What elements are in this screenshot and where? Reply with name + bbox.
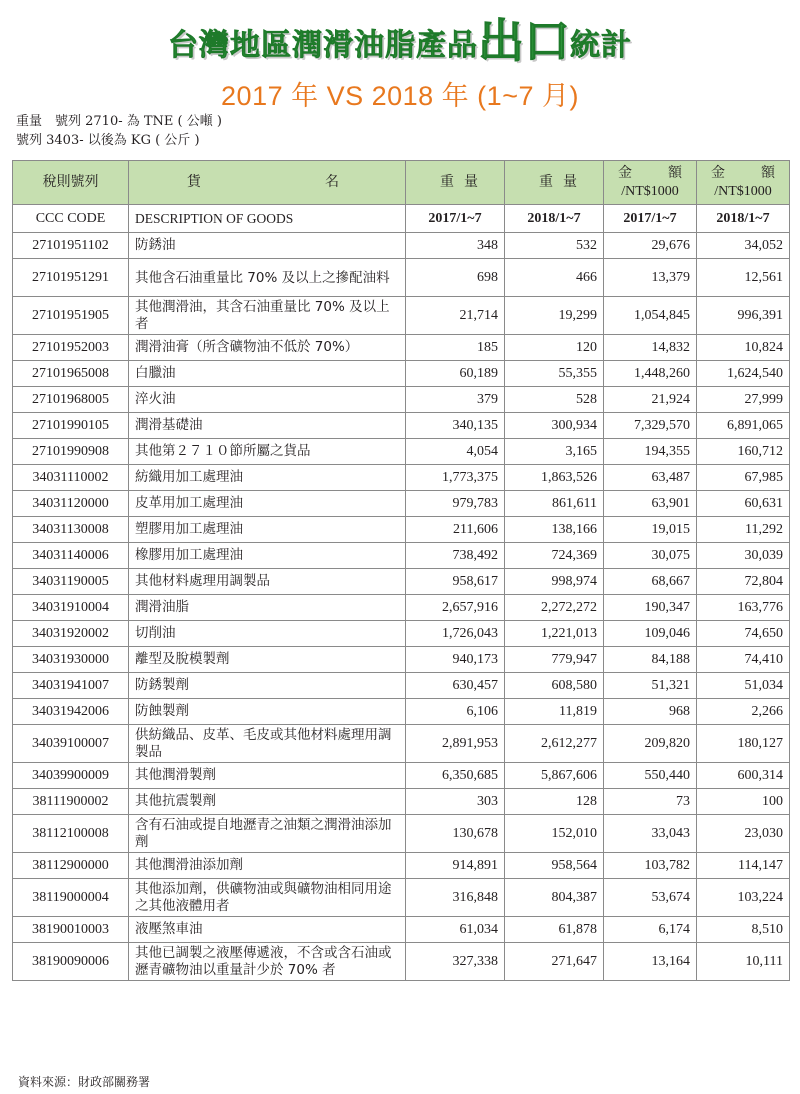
- cell-code: 27101990908: [13, 439, 129, 465]
- table-row: [13, 439, 790, 465]
- header-amount-2017: 金 額 /NT$1000: [604, 161, 697, 205]
- cell-amount-2017: 21,924: [604, 387, 697, 413]
- cell-amount-2018: 163,776: [697, 595, 790, 621]
- cell-description: 防蝕製劑: [129, 699, 406, 725]
- table-row: [13, 943, 790, 981]
- table-row: [13, 465, 790, 491]
- cell-code: 34031110002: [13, 465, 129, 491]
- table-row: [13, 647, 790, 673]
- cell-amount-2017: 29,676: [604, 233, 697, 259]
- weight-2018-period: 2018/1~7: [505, 205, 604, 233]
- cell-amount-2018: 160,712: [697, 439, 790, 465]
- cell-description: 切削油: [129, 621, 406, 647]
- cell-amount-2017: 209,820: [604, 725, 697, 763]
- header-description: 貨 名: [129, 161, 406, 205]
- cell-weight-2017: 698: [406, 259, 505, 297]
- cell-weight-2018: 724,369: [505, 543, 604, 569]
- cell-weight-2017: 914,891: [406, 853, 505, 879]
- cell-description: 其他材料處理用調製品: [129, 569, 406, 595]
- cell-weight-2017: 60,189: [406, 361, 505, 387]
- cell-code: 34031942006: [13, 699, 129, 725]
- header-code: 稅則號列: [13, 161, 129, 205]
- cell-code: 34031941007: [13, 673, 129, 699]
- cell-description: 白臘油: [129, 361, 406, 387]
- cell-code: 34031930000: [13, 647, 129, 673]
- cell-amount-2017: 1,448,260: [604, 361, 697, 387]
- cell-amount-2017: 84,188: [604, 647, 697, 673]
- cell-weight-2018: 532: [505, 233, 604, 259]
- cell-weight-2017: 348: [406, 233, 505, 259]
- cell-amount-2017: 109,046: [604, 621, 697, 647]
- table-row: [13, 725, 790, 763]
- table-row: [13, 917, 790, 943]
- cell-weight-2018: 1,221,013: [505, 621, 604, 647]
- cell-amount-2018: 6,891,065: [697, 413, 790, 439]
- cell-weight-2017: 327,338: [406, 943, 505, 981]
- cell-weight-2017: 958,617: [406, 569, 505, 595]
- table-row: [13, 233, 790, 259]
- cell-weight-2017: 2,891,953: [406, 725, 505, 763]
- cell-amount-2018: 8,510: [697, 917, 790, 943]
- code-header-row: [13, 205, 790, 233]
- cell-weight-2017: 340,135: [406, 413, 505, 439]
- cell-weight-2017: 630,457: [406, 673, 505, 699]
- cell-weight-2018: 138,166: [505, 517, 604, 543]
- cell-weight-2018: 958,564: [505, 853, 604, 879]
- cell-code: 27101952003: [13, 335, 129, 361]
- cell-amount-2018: 180,127: [697, 725, 790, 763]
- cell-weight-2018: 120: [505, 335, 604, 361]
- cell-amount-2018: 10,824: [697, 335, 790, 361]
- cell-weight-2018: 528: [505, 387, 604, 413]
- cell-amount-2018: 74,650: [697, 621, 790, 647]
- cell-code: 38119000004: [13, 879, 129, 917]
- cell-description: 離型及脫模製劑: [129, 647, 406, 673]
- cell-amount-2018: 600,314: [697, 763, 790, 789]
- cell-description: 潤滑油膏（所含礦物油不低於 70%）: [129, 335, 406, 361]
- cell-amount-2018: 100: [697, 789, 790, 815]
- cell-code: 27101951102: [13, 233, 129, 259]
- cell-weight-2017: 2,657,916: [406, 595, 505, 621]
- cell-weight-2018: 2,612,277: [505, 725, 604, 763]
- cell-amount-2017: 7,329,570: [604, 413, 697, 439]
- cell-weight-2017: 185: [406, 335, 505, 361]
- subtitle: 2017 年 VS 2018 年 (1~7 月): [221, 81, 579, 111]
- cell-description: 塑膠用加工處理油: [129, 517, 406, 543]
- cell-code: 38111900002: [13, 789, 129, 815]
- cell-amount-2018: 103,224: [697, 879, 790, 917]
- cell-weight-2018: 1,863,526: [505, 465, 604, 491]
- cell-amount-2018: 67,985: [697, 465, 790, 491]
- cell-code: 27101968005: [13, 387, 129, 413]
- cell-amount-2017: 1,054,845: [604, 297, 697, 335]
- header-weight-2018: 重 量: [505, 161, 604, 205]
- table-row: [13, 413, 790, 439]
- export-statistics-table: [12, 160, 790, 981]
- cell-weight-2017: 130,678: [406, 815, 505, 853]
- cell-description: 其他抗震製劑: [129, 789, 406, 815]
- cell-description: 防銹油: [129, 233, 406, 259]
- cell-amount-2017: 19,015: [604, 517, 697, 543]
- cell-weight-2017: 316,848: [406, 879, 505, 917]
- cell-weight-2018: 128: [505, 789, 604, 815]
- cell-code: 34039100007: [13, 725, 129, 763]
- cell-amount-2017: 13,379: [604, 259, 697, 297]
- cell-weight-2018: 300,934: [505, 413, 604, 439]
- cell-weight-2018: 5,867,606: [505, 763, 604, 789]
- cell-amount-2017: 53,674: [604, 879, 697, 917]
- cell-description: 其他添加劑，供礦物油或與礦物油相同用途之其他液體用者: [129, 879, 406, 917]
- amount-2018-period: 2018/1~7: [697, 205, 790, 233]
- cell-amount-2017: 63,901: [604, 491, 697, 517]
- cell-weight-2018: 466: [505, 259, 604, 297]
- cell-amount-2017: 33,043: [604, 815, 697, 853]
- cell-weight-2017: 211,606: [406, 517, 505, 543]
- cell-weight-2017: 6,350,685: [406, 763, 505, 789]
- cell-amount-2017: 550,440: [604, 763, 697, 789]
- cell-weight-2018: 3,165: [505, 439, 604, 465]
- cell-code: 38112900000: [13, 853, 129, 879]
- cell-amount-2018: 12,561: [697, 259, 790, 297]
- table-row: [13, 853, 790, 879]
- cell-amount-2017: 103,782: [604, 853, 697, 879]
- cell-weight-2017: 979,783: [406, 491, 505, 517]
- weight-2017-period: 2017/1~7: [406, 205, 505, 233]
- cell-description: 液壓煞車油: [129, 917, 406, 943]
- cell-weight-2018: 61,878: [505, 917, 604, 943]
- table-row: [13, 673, 790, 699]
- cell-weight-2018: 779,947: [505, 647, 604, 673]
- cell-weight-2018: 55,355: [505, 361, 604, 387]
- cell-amount-2017: 968: [604, 699, 697, 725]
- table-row: [13, 361, 790, 387]
- cell-amount-2017: 63,487: [604, 465, 697, 491]
- cell-weight-2018: 2,272,272: [505, 595, 604, 621]
- table-row: [13, 259, 790, 297]
- table-row: [13, 815, 790, 853]
- cell-description: 潤滑油脂: [129, 595, 406, 621]
- cell-code: 34031140006: [13, 543, 129, 569]
- table-row: [13, 297, 790, 335]
- title-suffix: 統計: [570, 28, 632, 63]
- cell-weight-2018: 271,647: [505, 943, 604, 981]
- cell-amount-2017: 51,321: [604, 673, 697, 699]
- cell-description: 紡織用加工處理油: [129, 465, 406, 491]
- cell-amount-2017: 194,355: [604, 439, 697, 465]
- cell-amount-2017: 6,174: [604, 917, 697, 943]
- cell-amount-2017: 190,347: [604, 595, 697, 621]
- cell-code: 27101951291: [13, 259, 129, 297]
- cell-description: 皮革用加工處理油: [129, 491, 406, 517]
- cell-code: 38190090006: [13, 943, 129, 981]
- cell-weight-2018: 19,299: [505, 297, 604, 335]
- cell-code: 34031190005: [13, 569, 129, 595]
- table-row: [13, 789, 790, 815]
- cell-code: 34039900009: [13, 763, 129, 789]
- cell-description: 其他已調製之液壓傳遞液，不含或含石油或瀝青礦物油以重量計少於 70% 者: [129, 943, 406, 981]
- cell-description: 供紡織品、皮革、毛皮或其他材料處理用調製品: [129, 725, 406, 763]
- cell-amount-2018: 1,624,540: [697, 361, 790, 387]
- table-row: [13, 621, 790, 647]
- cell-description: 其他潤滑製劑: [129, 763, 406, 789]
- table-row: [13, 543, 790, 569]
- cell-amount-2018: 10,111: [697, 943, 790, 981]
- title-main: 台灣地區潤滑油脂產品: [168, 28, 478, 63]
- cell-weight-2018: 998,974: [505, 569, 604, 595]
- cell-amount-2018: 27,999: [697, 387, 790, 413]
- code-label: CCC CODE: [13, 205, 129, 233]
- cell-weight-2018: 861,611: [505, 491, 604, 517]
- cell-amount-2018: 30,039: [697, 543, 790, 569]
- unit-note-2: 號列 3403- 以後為 KG ( 公斤 ): [16, 133, 200, 148]
- cell-code: 38190010003: [13, 917, 129, 943]
- cell-amount-2018: 23,030: [697, 815, 790, 853]
- table-row: [13, 879, 790, 917]
- cell-description: 含有石油或提自地瀝青之油類之潤滑油添加劑: [129, 815, 406, 853]
- cell-weight-2017: 738,492: [406, 543, 505, 569]
- cell-description: 其他潤滑油添加劑: [129, 853, 406, 879]
- cell-amount-2018: 72,804: [697, 569, 790, 595]
- cell-amount-2018: 2,266: [697, 699, 790, 725]
- cell-code: 27101965008: [13, 361, 129, 387]
- cell-weight-2018: 11,819: [505, 699, 604, 725]
- table-row: [13, 595, 790, 621]
- cell-amount-2018: 114,147: [697, 853, 790, 879]
- cell-weight-2017: 940,173: [406, 647, 505, 673]
- cell-amount-2017: 73: [604, 789, 697, 815]
- cell-code: 34031910004: [13, 595, 129, 621]
- cell-amount-2017: 30,075: [604, 543, 697, 569]
- cell-weight-2017: 6,106: [406, 699, 505, 725]
- title-emphasis: 出口: [478, 14, 570, 68]
- cell-code: 34031120000: [13, 491, 129, 517]
- table-row: [13, 335, 790, 361]
- cell-amount-2018: 996,391: [697, 297, 790, 335]
- cell-description: 防銹製劑: [129, 673, 406, 699]
- cell-amount-2018: 74,410: [697, 647, 790, 673]
- source-note: 資料來源：財政部關務署: [18, 1075, 151, 1089]
- page-title: [0, 14, 800, 68]
- cell-description: 潤滑基礎油: [129, 413, 406, 439]
- header-weight-2017: 重 量: [406, 161, 505, 205]
- cell-weight-2018: 804,387: [505, 879, 604, 917]
- table-row: [13, 699, 790, 725]
- cell-amount-2017: 14,832: [604, 335, 697, 361]
- cell-description: 其他含石油重量比 70% 及以上之摻配油料: [129, 259, 406, 297]
- cell-amount-2017: 13,164: [604, 943, 697, 981]
- cell-weight-2017: 21,714: [406, 297, 505, 335]
- table-header-row: [13, 161, 790, 205]
- table-row: [13, 517, 790, 543]
- table-row: [13, 569, 790, 595]
- cell-weight-2017: 1,773,375: [406, 465, 505, 491]
- cell-description: 淬火油: [129, 387, 406, 413]
- cell-amount-2018: 11,292: [697, 517, 790, 543]
- header-amount-2018: 金 額 /NT$1000: [697, 161, 790, 205]
- cell-code: 27101990105: [13, 413, 129, 439]
- unit-note-1: 重量 號列 2710- 為 TNE ( 公噸 ): [16, 114, 222, 129]
- cell-amount-2018: 60,631: [697, 491, 790, 517]
- amount-2017-period: 2017/1~7: [604, 205, 697, 233]
- description-label: DESCRIPTION OF GOODS: [129, 205, 406, 233]
- cell-code: 34031920002: [13, 621, 129, 647]
- cell-weight-2018: 608,580: [505, 673, 604, 699]
- cell-weight-2017: 4,054: [406, 439, 505, 465]
- cell-weight-2017: 303: [406, 789, 505, 815]
- table-row: [13, 491, 790, 517]
- cell-amount-2018: 34,052: [697, 233, 790, 259]
- cell-amount-2017: 68,667: [604, 569, 697, 595]
- cell-code: 27101951905: [13, 297, 129, 335]
- cell-code: 38112100008: [13, 815, 129, 853]
- cell-weight-2018: 152,010: [505, 815, 604, 853]
- cell-description: 其他第２７１０節所屬之貨品: [129, 439, 406, 465]
- table-row: [13, 763, 790, 789]
- cell-weight-2017: 61,034: [406, 917, 505, 943]
- cell-description: 其他潤滑油，其含石油重量比 70% 及以上者: [129, 297, 406, 335]
- cell-weight-2017: 379: [406, 387, 505, 413]
- cell-code: 34031130008: [13, 517, 129, 543]
- cell-description: 橡膠用加工處理油: [129, 543, 406, 569]
- cell-weight-2017: 1,726,043: [406, 621, 505, 647]
- table-row: [13, 387, 790, 413]
- cell-amount-2018: 51,034: [697, 673, 790, 699]
